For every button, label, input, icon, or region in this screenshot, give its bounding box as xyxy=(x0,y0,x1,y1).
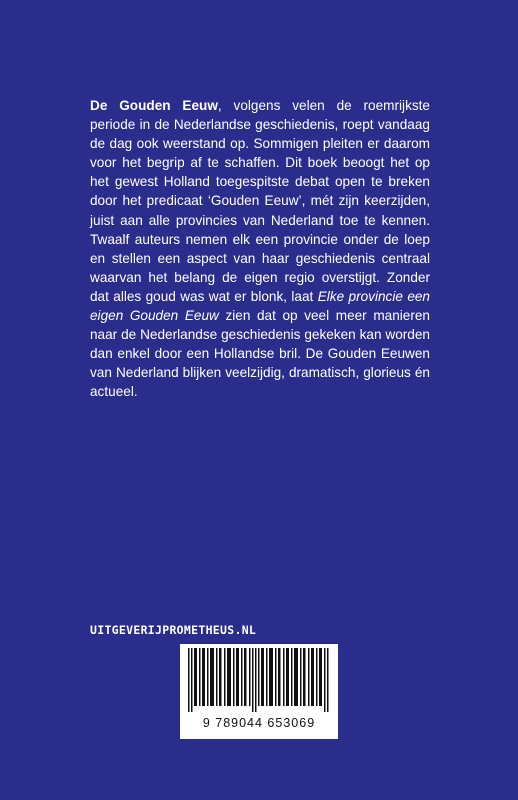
blurb-part-1: , volgens velen de roemrijkste periode in de Nederlandse geschiedenis, roept vandaag de dag ook weerstand op. Sommigen pleiten er daarom voor het begrip af te schaffen. Dit boek beoogt het op het gewest Holland toegespitste debat open te breken door het predicaat ‘Gouden Eeuw’, mét zijn keerzijden, juist aan alle provincies van Nederland toe te kennen. Twaalf auteurs nemen elk een provincie onder de loep en stellen een aspect van haar geschiedenis centraal waarvan het belang de eigen regio overstijgt. Zonder dat alles goud was wat er blonk, laat xyxy=(90,98,430,304)
book-title: Elke provincie een eigen Gouden Eeuw xyxy=(90,288,430,324)
publisher-url: UITGEVERIJPROMETHEUS.NL xyxy=(90,623,257,637)
blurb-part-2: zien dat op veel meer manieren naar de Nederlandse geschiedenis gekeken kan worden dan enkel door een Hollandse bril. De Gouden Eeuwen van Nederland blijken veelzijdig, dramatisch, glorieus én actueel. xyxy=(90,308,430,400)
blurb-text xyxy=(90,96,430,402)
blurb-lead: De Gouden Eeuw xyxy=(90,98,218,113)
barcode-bars xyxy=(186,648,332,712)
barcode xyxy=(180,644,338,739)
barcode-number: 9 789044 653069 xyxy=(202,716,316,730)
